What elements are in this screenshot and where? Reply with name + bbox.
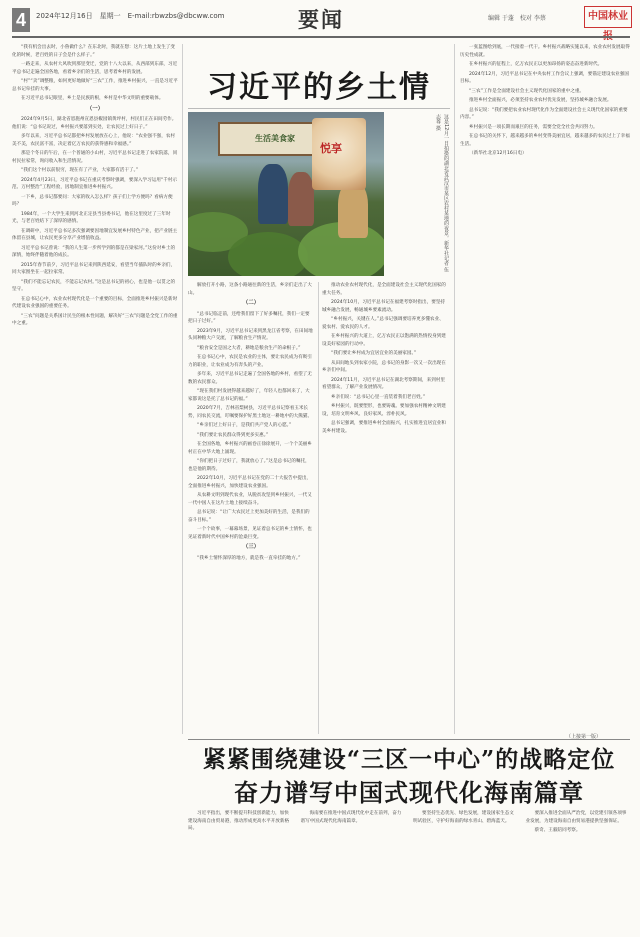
person-figure: [288, 172, 314, 226]
paragraph: 乡亲们说：“总书记心里一直装着我们老百姓。”: [331, 394, 426, 400]
paragraph: 在乡村振兴的大道上，亿万农民正以饱满的热情投身到建设美好家园的行动中。: [322, 334, 446, 347]
bottom-title-line1: 紧紧围绕建设“三区一中心”的战略定位: [202, 746, 616, 773]
column-divider: [454, 44, 455, 734]
paragraph: 1984年，一个大学生来到河北正定县当县委书记，他在这里度过了三年时光，与老百姓结下了深厚的感情。: [12, 211, 171, 224]
bottom-credit: （上接第一版）: [566, 734, 602, 740]
paragraph: 推动农业农村现代化，是全面建设社会主义现代化国家的重大任务。: [322, 283, 446, 296]
paragraph: “现在我们村发展得越来越好了，年轻人也都回来了，大家都说这是托了总书记的福。”: [188, 389, 310, 402]
paragraph: 乡村振兴，既要塑形，也要铸魂。要加强农村精神文明建设，培育文明乡风、良好家风、淳朴民风。: [322, 404, 446, 417]
page-number: 4: [12, 8, 30, 32]
section-marker: （三）: [242, 544, 260, 550]
person-figure: [258, 164, 288, 224]
paragraph: “我们要让乡村成为宜居宜业的美丽家园。”: [331, 351, 417, 356]
paragraph: 乡村振兴是一项长期而艰巨的任务，需要全党全社会共同努力。: [469, 124, 598, 130]
paragraph: 解放打开小路，这条小路通往新的生活，乡亲们走出了大山。: [188, 283, 312, 296]
poster-text: 悦享: [320, 142, 342, 155]
poster: [312, 118, 366, 190]
feature-headline: 习近平的乡土情: [207, 70, 431, 105]
paragraph: 从田间地头到农家小院，总书记的身影一次又一次出现在乡亲们中间。: [322, 360, 446, 373]
article-column-mid2: [322, 282, 448, 734]
section-marker: （二）: [242, 300, 260, 306]
paragraph: “三农”问题是关系国计民生的根本性问题，解决好“三农”问题是全党工作的重中之重。: [12, 313, 178, 326]
section-marker: （一）: [86, 105, 104, 112]
paragraph: “我们这个村以前很穷，现在有了产业，大家都有活干了。”: [21, 168, 139, 173]
paragraph: 一张蓝图绘到底，一代接着一代干。乡村振兴战略实施以来，农业农村发展取得历史性成就。: [460, 45, 630, 58]
paragraph: 在总书记心中，农业农村现代化是一个重要的目标，全面推进乡村振兴是新时代建设农业强国的重要任务。: [12, 296, 178, 309]
paragraph: 总书记强调，要推进乡村全面振兴，扎实推进宜居宜业和美乡村建设。: [322, 421, 446, 434]
paragraph: 总书记说：“让广大农民过上更加美好的生活，是我们的奋斗目标。”: [188, 510, 310, 523]
paragraph: 在总书记心中，农民是农业的主体，要让农民成为有吸引力的职业，让农业成为有奔头的产业。: [188, 355, 312, 368]
article-column-left: [12, 44, 178, 729]
page-header: [0, 0, 640, 38]
paragraph: “我们不能忘记农民，不能忘记农村。”这是总书记的初心，也是他一以贯之的坚守。: [12, 279, 176, 292]
header-rule: [12, 36, 630, 38]
bottom-article-rule: [188, 739, 630, 740]
paragraph: 要深入推进全面从严治党，以党建引领各项事业发展，为建设海南自由贸易港提供坚强保证。: [525, 811, 627, 824]
paragraph: 在全国各地，乡村振兴的画卷正徐徐展开，一个个美丽乡村正在中华大地上涌现。: [188, 442, 312, 455]
paragraph: 推进乡村全面振兴，必须坚持农业农村优先发展，坚持城乡融合发展。: [469, 98, 612, 103]
paragraph: 那是个冬日的午后，在一个普通的小山村，习近平总书记走进了农家院落，同村民拉家常，询问收入和生活情况。: [12, 151, 178, 164]
paragraph: 一下乡，总书记都要问：大家的收入怎么样？孩子们上学方便吗？看病方便吗？: [12, 194, 173, 207]
paragraph: 2022年10月，习近平总书记在党的二十大报告中提出，全面推进乡村振兴，加快建设农业强国。: [188, 476, 312, 489]
paragraph: （新华社北京12月16日电）: [469, 151, 527, 156]
paragraph: 要坚持生态优先、绿色发展，建设国家生态文明试验区，守护好海南的绿水青山、碧海蓝天。: [413, 811, 514, 824]
article-column-mid1: [188, 282, 314, 734]
paragraph: 习近平指出，要不断提升科技创新能力，加快建设海南自由贸易港，推动形成更高水平开放新格局。: [188, 811, 290, 831]
person-figure: [338, 182, 368, 238]
bottom-article-body: [188, 810, 630, 928]
paragraph: “我们要让农民群众得到更多实惠。”: [197, 432, 269, 438]
newspaper-logo: 中国林业: [584, 6, 632, 28]
paragraph: 从农耕文明到现代农业，从脱贫攻坚到乡村振兴，一代又一代中国人在这片土地上接续奋斗。: [188, 493, 312, 506]
paragraph: 2020年7月，吉林省梨树县，习近平总书记察看玉米长势，同农民交流，叮嘱要保护好黑土地这一耕地中的大熊猫。: [188, 406, 313, 419]
paragraph: “三农”工作是全面建设社会主义现代化国家的重中之重。: [469, 88, 585, 94]
paragraph: 2024年11月，习近平总书记在湖北考察期间，来到村里看望群众，了解产业发展情况。: [322, 377, 446, 390]
paragraph: “村”“卖”调整粮，如何更好地做好“三农”工作，推进乡村振兴，一直是习近平总书记牵挂的大事。: [12, 79, 178, 92]
paragraph: 总书记说：“我们要把农业农村现代化作为全面建设社会主义现代化国家的重要内容。”: [460, 107, 628, 120]
paragraph: “我乡土情怀深厚的地方，就是我一直牵挂的地方。”: [197, 555, 301, 561]
paragraph: 2024年9月5日，湖北省恩施州宣恩县椒园镇黄坪村，村民们正在田间劳作。他们说：“总书记说过，乡村振兴要落到实处，让农民过上好日子。”: [12, 117, 177, 130]
paragraph: “我有机会出去时，小鲁做什么？在东北时，我就在想：这片土地上发生了变化的时候，老百姓的日子会是什么样子。”: [12, 45, 175, 58]
paragraph: 在乡村振兴的征程上，亿万农民正以更加昂扬的姿态奋进新时代。: [469, 62, 603, 67]
feature-photo: [188, 112, 384, 276]
paragraph: 海南要在推进中国式现代化中走在前列，奋力谱写中国式现代化海南篇章。: [300, 811, 402, 824]
paragraph: “粮食安全是国之大者，耕地是粮食生产的命根子。”: [197, 345, 301, 351]
paragraph: 在总书记的关怀下，越来越多的乡村变得美丽宜居，越来越多的农民过上了幸福生活。: [460, 134, 630, 147]
paragraph: “乡村振兴，关键在人。”总书记强调要培养更多懂农业、爱农村、爱农民的人才。: [322, 317, 444, 330]
photo-caption: 这是12月一日拍摄的湖北省武汉市某区农村某地的夜景。新华社记者 伍志尊 摄: [435, 114, 449, 272]
editor-credits: 编辑 于蓬 校对 李蔡: [488, 15, 546, 22]
paragraph: 一个个故事，一幕幕场景，见证着总书记的乡土情怀，也见证着新时代中国乡村的沧桑巨变。: [188, 527, 312, 540]
paragraph: “乡亲们过上好日子，是我们共产党人的心愿。”: [197, 423, 292, 428]
paragraph: 2024年4月23日，习近平总书记在重庆考察时强调，要深入学习运用“千村示范、万村整治”工程经验，因地制宜推进乡村振兴。: [12, 177, 178, 190]
date-email-line: 2024年12月16日 星期一 E-mail:rbwzbs@dbcww.com: [36, 12, 225, 20]
paragraph: 一路走来，从农村大风吹到那里变迁，党的十八大以来，从西部到东部，习近平总书记走遍全国各地，看着乡亲们的生活，思考着乡村的发展。: [12, 62, 178, 75]
paragraph: 多年以来，习近平总书记都把乡村发展放在心上，他说：“农业强不强，农村美不美，农民富不富，决定着亿万农民的获得感和幸福感。”: [12, 134, 175, 147]
section-title: 要闻: [298, 7, 344, 32]
shop-sign: 生活美食家: [218, 122, 332, 156]
paragraph: 蔡奇、王毅陪同考察。: [534, 828, 581, 833]
paragraph: “总书记临走前，还给我们留下了好多嘱托，我们一定要把日子过好。”: [188, 311, 310, 324]
paragraph: 习近平总书记曾说：“我的人生第一步所学到的都是在梁家河。”这份对乡土的深情，始终伴随着他的成长。: [12, 245, 176, 258]
leaf-shape: [228, 232, 308, 276]
paragraph: 2024年12月，习近平总书记在中央农村工作会议上强调，要锚定建设农业强国目标。: [460, 71, 629, 84]
column-divider: [318, 282, 319, 734]
paragraph: 2023年9月，习近平总书记来到黑龙江省考察，在田间地头同种粮大户交流，了解粮食生产情况。: [188, 328, 313, 341]
column-divider: [182, 44, 183, 734]
paragraph: 2015年春节前夕，习近平总书记来到陕西延安，看望当年插队时的乡亲们，同大家围坐在一起拉家常。: [12, 262, 176, 275]
paragraph: 在习近平总书记眼里，乡土是民族的根，乡村是中华文明的重要载体。: [21, 96, 164, 101]
bottom-title-line2: 奋力谱写中国式现代化海南篇章: [234, 778, 584, 807]
paragraph: 在调研中，习近平总书记多次强调要因地制宜发展乡村特色产业，把产业链主体留在县城，让农民更多分享产业增值收益。: [12, 228, 178, 241]
headline-rule: [188, 108, 450, 109]
paragraph: 多年来，习近平总书记走遍了全国各地的乡村，看望了无数的农民群众。: [188, 372, 312, 385]
paragraph: 2024年10月，习近平总书记在福建考察时指出，要坚持城乡融合发展，畅通城乡要素流动。: [322, 300, 446, 313]
article-column-right: [460, 44, 630, 734]
paragraph: “你们把日子过好了，我就放心了。”这是总书记的嘱托，也是他的期待。: [188, 459, 310, 472]
bottom-article-title: [188, 741, 630, 805]
